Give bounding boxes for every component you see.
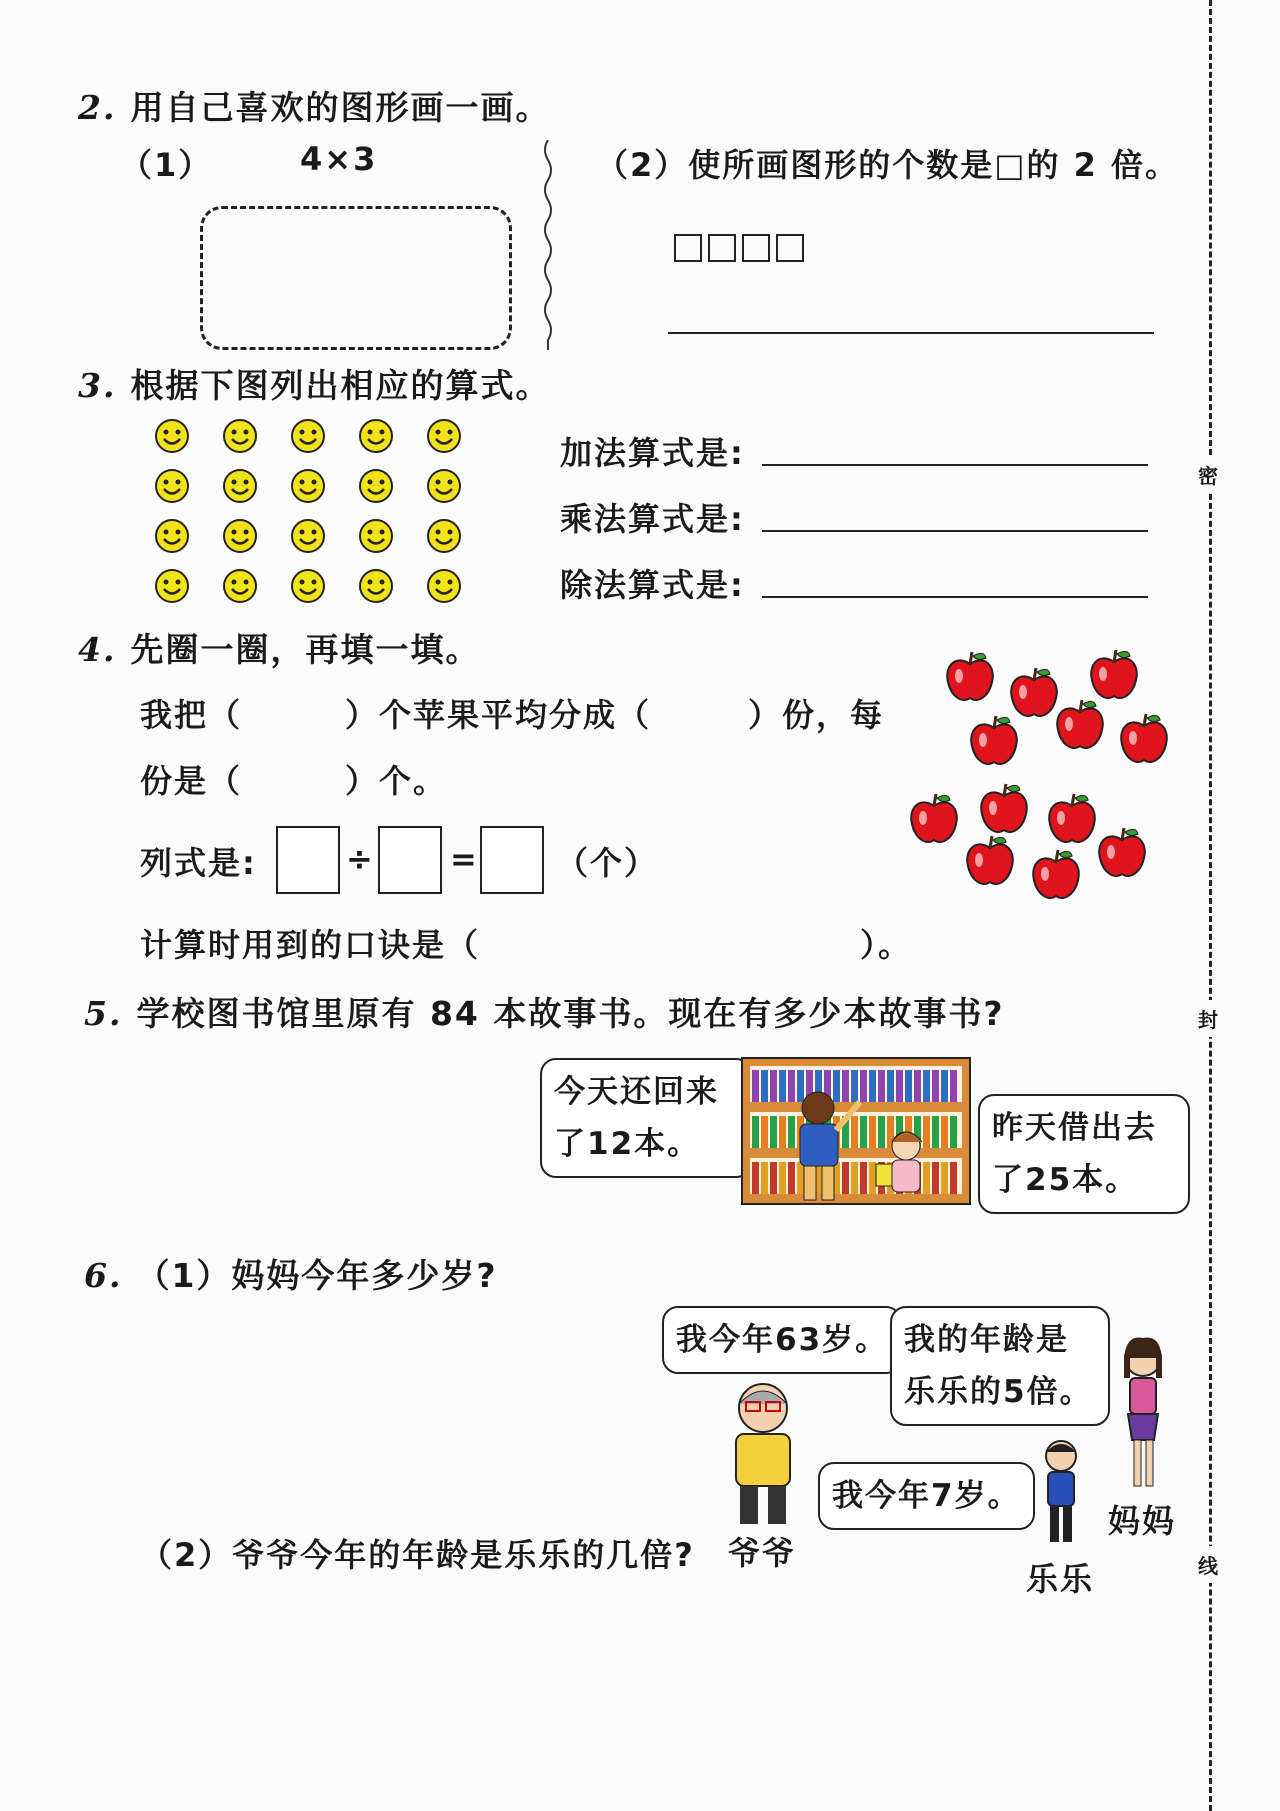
margin-label-2: 封 — [1198, 1000, 1218, 1037]
small-square — [674, 234, 702, 262]
bubble-returned-line1: 今天还回来 — [554, 1074, 719, 1110]
smiley-face-icon — [154, 468, 190, 504]
apple-icon — [1052, 696, 1108, 754]
apple-icon — [1094, 824, 1150, 882]
q2-drawing-box[interactable] — [200, 206, 512, 350]
smiley-face-icon — [426, 568, 462, 604]
q2-part1-label: （1） — [120, 146, 213, 184]
bubble-returned — [540, 1058, 752, 1178]
apple-icon — [1044, 790, 1100, 848]
q6-number: 6. — [84, 1256, 123, 1295]
lele-figure — [1036, 1438, 1086, 1548]
equals-sign: = — [450, 840, 479, 878]
add-formula-label: 加法算式是: — [560, 434, 745, 472]
q3-title-text: 根据下图列出相应的算式。 — [130, 366, 551, 405]
small-square — [708, 234, 736, 262]
bubble-mom-line2: 乐乐的5倍。 — [904, 1374, 1093, 1410]
margin-label-3: 线 — [1198, 1546, 1218, 1583]
q2-part2-text: （2）使所画图形的个数是□的 2 倍。 — [596, 146, 1180, 184]
q4-line2-a: 份是（ — [140, 762, 243, 800]
q4-title — [78, 624, 480, 671]
apple-icon — [1028, 846, 1084, 904]
q2-part1-expr: 4×3 — [300, 140, 378, 178]
smiley-face-icon — [290, 418, 326, 454]
smiley-face-icon — [358, 518, 394, 554]
apple-icon — [906, 790, 962, 848]
bubble-borrowed-line1: 昨天借出去 — [992, 1110, 1157, 1146]
q4-line2-b: ）个。 — [345, 762, 448, 800]
apple-icon — [962, 832, 1018, 890]
small-square — [776, 234, 804, 262]
divisor-box[interactable] — [378, 826, 442, 894]
smiley-face-icon — [426, 518, 462, 554]
bookshelf-illustration — [740, 1056, 972, 1206]
mul-formula-line[interactable] — [762, 530, 1148, 532]
smiley-face-icon — [358, 568, 394, 604]
q6-part1 — [84, 1250, 498, 1297]
q6-part2: （2）爷爷今年的年龄是乐乐的几倍? — [140, 1536, 695, 1574]
q5-title-text: 学校图书馆里原有 84 本故事书。现在有多少本故事书? — [136, 994, 1005, 1033]
smiley-face-icon — [290, 568, 326, 604]
apple-icon — [942, 648, 998, 706]
quotient-box[interactable] — [480, 826, 544, 894]
bubble-borrowed — [978, 1094, 1190, 1214]
q4-rhyme-a: 计算时用到的口诀是（ — [140, 926, 481, 964]
add-formula-line[interactable] — [762, 464, 1148, 466]
q5-title — [84, 988, 1005, 1035]
smiley-grid — [154, 418, 462, 604]
bubble-borrowed-line2: 了25本。 — [992, 1162, 1139, 1198]
bubble-returned-line2: 了12本。 — [554, 1126, 701, 1162]
seal-cut-line — [1209, 0, 1212, 1811]
name-lele: 乐乐 — [1026, 1560, 1095, 1598]
q3-number: 3. — [78, 366, 117, 405]
smiley-face-icon — [426, 468, 462, 504]
smiley-face-icon — [154, 518, 190, 554]
div-formula-label: 除法算式是: — [560, 566, 745, 604]
q2-number: 2. — [78, 88, 117, 127]
apple-icon — [966, 712, 1022, 770]
q3-title — [78, 360, 550, 407]
divide-sign: ÷ — [346, 840, 375, 878]
mom-figure — [1110, 1334, 1176, 1494]
q2-title — [78, 82, 550, 129]
div-formula-line[interactable] — [762, 596, 1148, 598]
smiley-face-icon — [222, 468, 258, 504]
q6-part1-text: （1）妈妈今年多少岁? — [136, 1256, 498, 1295]
smiley-face-icon — [154, 418, 190, 454]
q4-number: 4. — [78, 630, 117, 669]
smiley-face-icon — [358, 468, 394, 504]
smiley-face-icon — [290, 518, 326, 554]
q4-title-text: 先圈一圈，再填一填。 — [130, 630, 481, 669]
mul-formula-label: 乘法算式是: — [560, 500, 745, 538]
smiley-face-icon — [154, 568, 190, 604]
name-grandpa: 爷爷 — [728, 1534, 797, 1572]
smiley-face-icon — [290, 468, 326, 504]
q5-number: 5. — [84, 994, 123, 1033]
smiley-face-icon — [222, 518, 258, 554]
q4-line1-c: ）份，每 — [748, 696, 885, 734]
dividend-box[interactable] — [276, 826, 340, 894]
name-mom: 妈妈 — [1108, 1502, 1177, 1540]
smiley-face-icon — [358, 418, 394, 454]
q2-square-row — [674, 234, 810, 262]
smiley-face-icon — [222, 418, 258, 454]
smiley-face-icon — [426, 418, 462, 454]
margin-label-1: 密 — [1198, 456, 1218, 493]
unit-label: （个） — [556, 844, 659, 882]
grandpa-figure — [720, 1378, 806, 1528]
apple-icon — [1116, 710, 1172, 768]
q4-formula-label: 列式是: — [140, 844, 257, 882]
bubble-mom-line1: 我的年龄是 — [904, 1322, 1069, 1358]
q2-answer-line[interactable] — [668, 332, 1154, 334]
q4-line1-b: ）个苹果平均分成（ — [345, 696, 652, 734]
smiley-face-icon — [222, 568, 258, 604]
apple-icon — [976, 780, 1032, 838]
bubble-mom — [890, 1306, 1110, 1426]
bubble-grandpa: 我今年63岁。 — [662, 1306, 902, 1374]
small-square — [742, 234, 770, 262]
q4-rhyme-b: ）。 — [860, 926, 913, 964]
q4-line1-a: 我把（ — [140, 696, 243, 734]
q2-title-text: 用自己喜欢的图形画一画。 — [130, 88, 551, 127]
bubble-lele: 我今年7岁。 — [818, 1462, 1035, 1530]
q2-divider — [538, 140, 558, 350]
